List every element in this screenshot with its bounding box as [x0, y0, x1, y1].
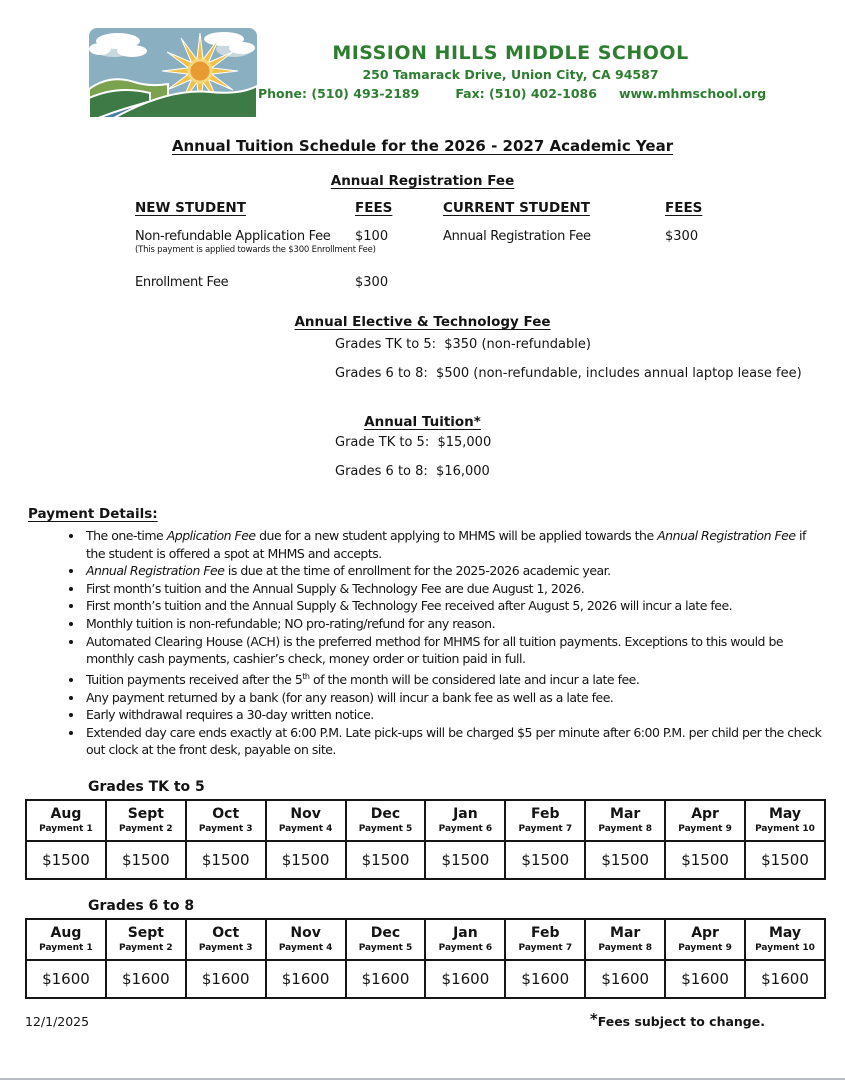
- payment-detail-item: • Early withdrawal requires a 30-day written notice.: [84, 706, 826, 724]
- month-header-cell: Mar Payment 8: [585, 800, 665, 841]
- tuition-line-68: Grades 6 to 8: $16,000: [335, 464, 490, 479]
- payment-detail-item: • Monthly tuition is non-refundable; NO pro-rating/refund for any reason.: [84, 615, 826, 633]
- fee-amount: $300: [665, 229, 699, 244]
- fee-label: Annual Registration Fee: [443, 229, 591, 244]
- month-header-cell: Apr Payment 9: [665, 919, 745, 960]
- month-header-cell: Jan Payment 6: [425, 919, 505, 960]
- asterisk: *: [589, 1009, 598, 1028]
- payment-amount-cell: $1600: [26, 960, 106, 998]
- document-header: [0, 0, 845, 119]
- month-header-cell: Nov Payment 4: [266, 800, 346, 841]
- school-website: www.mhmschool.org: [618, 86, 767, 101]
- payment-amount-cell: $1600: [585, 960, 665, 998]
- fee-amount: $100: [355, 229, 389, 244]
- payment-amount-cell: $1500: [106, 841, 186, 879]
- payment-amount-cell: $1500: [665, 841, 745, 879]
- month-header-cell: Apr Payment 9: [665, 800, 745, 841]
- sun-core: [189, 60, 211, 82]
- fees-disclaimer: [589, 1009, 765, 1029]
- month-header-cell: Mar Payment 8: [585, 919, 665, 960]
- school-fax: Fax: (510) 402-1086: [455, 86, 597, 101]
- payment-detail-item: • First month’s tuition and the Annual Supply & Technology Fee received after August 5, 2026 will incur a late fee.: [84, 597, 826, 615]
- month-header-cell: Feb Payment 7: [505, 919, 585, 960]
- footer-date: 12/1/2025: [25, 1013, 90, 1029]
- school-logo-image: [88, 27, 258, 119]
- registration-fee-heading: Annual Registration Fee: [330, 173, 515, 189]
- payment-table-title-tk5: Grades TK to 5: [88, 778, 205, 795]
- fees-disclaimer-text: Fees subject to change.: [597, 1013, 765, 1029]
- elective-fee-heading: Annual Elective & Technology Fee: [294, 314, 551, 330]
- month-header-cell: Dec Payment 5: [346, 800, 426, 841]
- fee-amount-empty: [665, 275, 755, 303]
- payment-detail-item: • The one-time Application Fee due for a new student applying to MHMS will be applied towards the Annual Registration Fee if the student is offered a spot at MHMS and accepts.: [84, 527, 826, 562]
- column-header-fees-new: FEES: [355, 200, 393, 216]
- payment-amount-cell: $1500: [266, 841, 346, 879]
- fee-label-empty: [443, 275, 665, 303]
- payment-amount-cell: $1600: [186, 960, 266, 998]
- payment-amount-cell: $1500: [186, 841, 266, 879]
- annual-tuition-heading: Annual Tuition*: [364, 414, 481, 430]
- payment-amount-cell: $1600: [346, 960, 426, 998]
- school-contact-line: [258, 86, 767, 101]
- payment-detail-item: • Automated Clearing House (ACH) is the preferred method for MHMS for all tuition payments. Exceptions to this would be monthly cash payments, cashier’s check, money order or tuition paid in full.: [84, 633, 826, 668]
- month-header-cell: Aug Payment 1: [26, 800, 106, 841]
- month-header-cell: Oct Payment 3: [186, 919, 266, 960]
- payment-table: [25, 918, 826, 999]
- elective-fee-line-tk5: Grades TK to 5: $350 (non-refundable): [335, 337, 591, 352]
- payment-detail-item: • Annual Registration Fee is due at the time of enrollment for the 2025-2026 academic year.: [84, 562, 826, 580]
- month-header-cell: Nov Payment 4: [266, 919, 346, 960]
- payment-amount-cell: $1500: [26, 841, 106, 879]
- month-header-cell: Dec Payment 5: [346, 919, 426, 960]
- month-header-cell: Feb Payment 7: [505, 800, 585, 841]
- fee-label: Enrollment Fee: [135, 275, 229, 290]
- column-header-fees-current: FEES: [665, 200, 703, 216]
- payment-amount-cell: $1600: [266, 960, 346, 998]
- month-header-cell: May Payment 10: [745, 800, 825, 841]
- payment-amount-cell: $1600: [425, 960, 505, 998]
- fee-label: Non-refundable Application Fee: [135, 229, 331, 244]
- payment-detail-item: • First month’s tuition and the Annual Supply & Technology Fee are due August 1, 2026.: [84, 580, 826, 598]
- payment-detail-item: • Tuition payments received after the 5th of the month will be considered late and incur a late fee.: [84, 668, 826, 689]
- payment-amount-cell: $1600: [665, 960, 745, 998]
- payment-amount-cell: $1600: [745, 960, 825, 998]
- fee-note: (This payment is applied towards the $300 Enrollment Fee): [135, 245, 376, 255]
- payment-details-list: [46, 527, 826, 759]
- payment-amount-cell: $1600: [505, 960, 585, 998]
- payment-amount-row: [26, 841, 825, 879]
- month-header-cell: Sept Payment 2: [106, 800, 186, 841]
- payment-amount-cell: $1500: [745, 841, 825, 879]
- payment-detail-item: • Any payment returned by a bank (for any reason) will incur a bank fee as well as a late fee.: [84, 689, 826, 707]
- payment-amount-cell: $1500: [346, 841, 426, 879]
- school-address: 250 Tamarack Drive, Union City, CA 94587: [362, 67, 659, 82]
- payment-detail-item: • Extended day care ends exactly at 6:00 P.M. Late pick-ups will be charged $5 per minute after 6:00 P.M. per child per the check out clock at the front desk, payable on site.: [84, 724, 826, 759]
- month-header-cell: May Payment 10: [745, 919, 825, 960]
- payment-table-header-row: [26, 919, 825, 960]
- month-header-cell: Aug Payment 1: [26, 919, 106, 960]
- payment-amount-cell: $1500: [505, 841, 585, 879]
- elective-fee-line-68: Grades 6 to 8: $500 (non-refundable, includes annual laptop lease fee): [335, 366, 802, 381]
- payment-amount-cell: $1500: [425, 841, 505, 879]
- school-name: MISSION HILLS MIDDLE SCHOOL: [332, 42, 689, 64]
- document-title: Annual Tuition Schedule for the 2026 - 2027 Academic Year: [171, 137, 674, 155]
- payment-table: [25, 799, 826, 880]
- payment-amount-row: [26, 960, 825, 998]
- payment-amount-cell: $1600: [106, 960, 186, 998]
- month-header-cell: Sept Payment 2: [106, 919, 186, 960]
- payment-details-heading: Payment Details:: [28, 506, 158, 522]
- document-footer: [0, 1009, 845, 1029]
- school-phone: Phone: (510) 493-2189: [258, 86, 420, 101]
- school-identity: [258, 27, 767, 119]
- payment-amount-cell: $1500: [585, 841, 665, 879]
- column-header-current-student: CURRENT STUDENT: [443, 200, 590, 216]
- tuition-line-tk5: Grade TK to 5: $15,000: [335, 435, 492, 450]
- column-header-new-student: NEW STUDENT: [135, 200, 246, 216]
- payment-table-title-68: Grades 6 to 8: [88, 897, 195, 914]
- month-header-cell: Oct Payment 3: [186, 800, 266, 841]
- registration-fee-table: [135, 200, 845, 303]
- month-header-cell: Jan Payment 6: [425, 800, 505, 841]
- fee-amount: $300: [355, 275, 389, 290]
- payment-table-header-row: [26, 800, 825, 841]
